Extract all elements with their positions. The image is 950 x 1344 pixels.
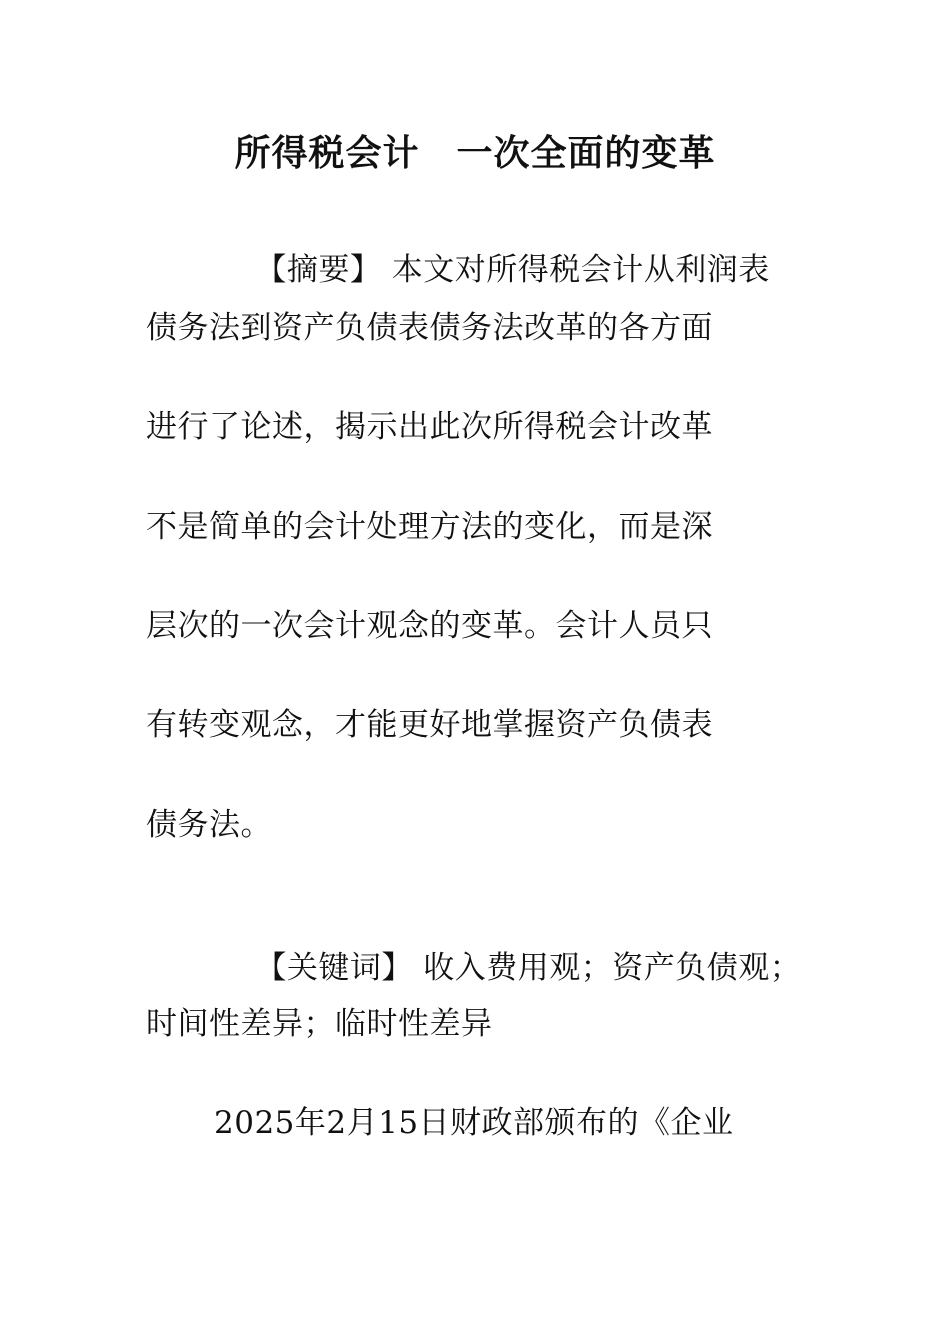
abstract-label: 【摘要】 bbox=[255, 252, 382, 288]
keywords-text-line: 时间性差异；临时性差异 bbox=[146, 1006, 493, 1042]
abstract-text-line: 进行了论述，揭示出此次所得税会计改革 bbox=[146, 409, 713, 445]
abstract-text-line: 层次的一次会计观念的变革。会计人员只 bbox=[146, 608, 713, 644]
body-text-line: 2025年2月15日财政部颁布的《企业 bbox=[214, 1105, 734, 1141]
abstract-text-line: 债务法到资产负债表债务法改革的各方面 bbox=[146, 310, 713, 346]
document-title: 所得税会计 一次全面的变革 bbox=[234, 132, 716, 174]
keywords-text-line: 收入费用观；资产负债观； bbox=[412, 950, 802, 986]
keywords-label: 【关键词】 bbox=[255, 950, 413, 986]
abstract-text-line: 有转变观念，才能更好地掌握资产负债表 bbox=[146, 707, 713, 743]
abstract-text-line: 不是简单的会计处理方法的变化，而是深 bbox=[146, 509, 713, 545]
abstract-text-line: 本文对所得税会计从利润表 bbox=[381, 252, 770, 288]
abstract-text-line: 债务法。 bbox=[146, 807, 272, 843]
